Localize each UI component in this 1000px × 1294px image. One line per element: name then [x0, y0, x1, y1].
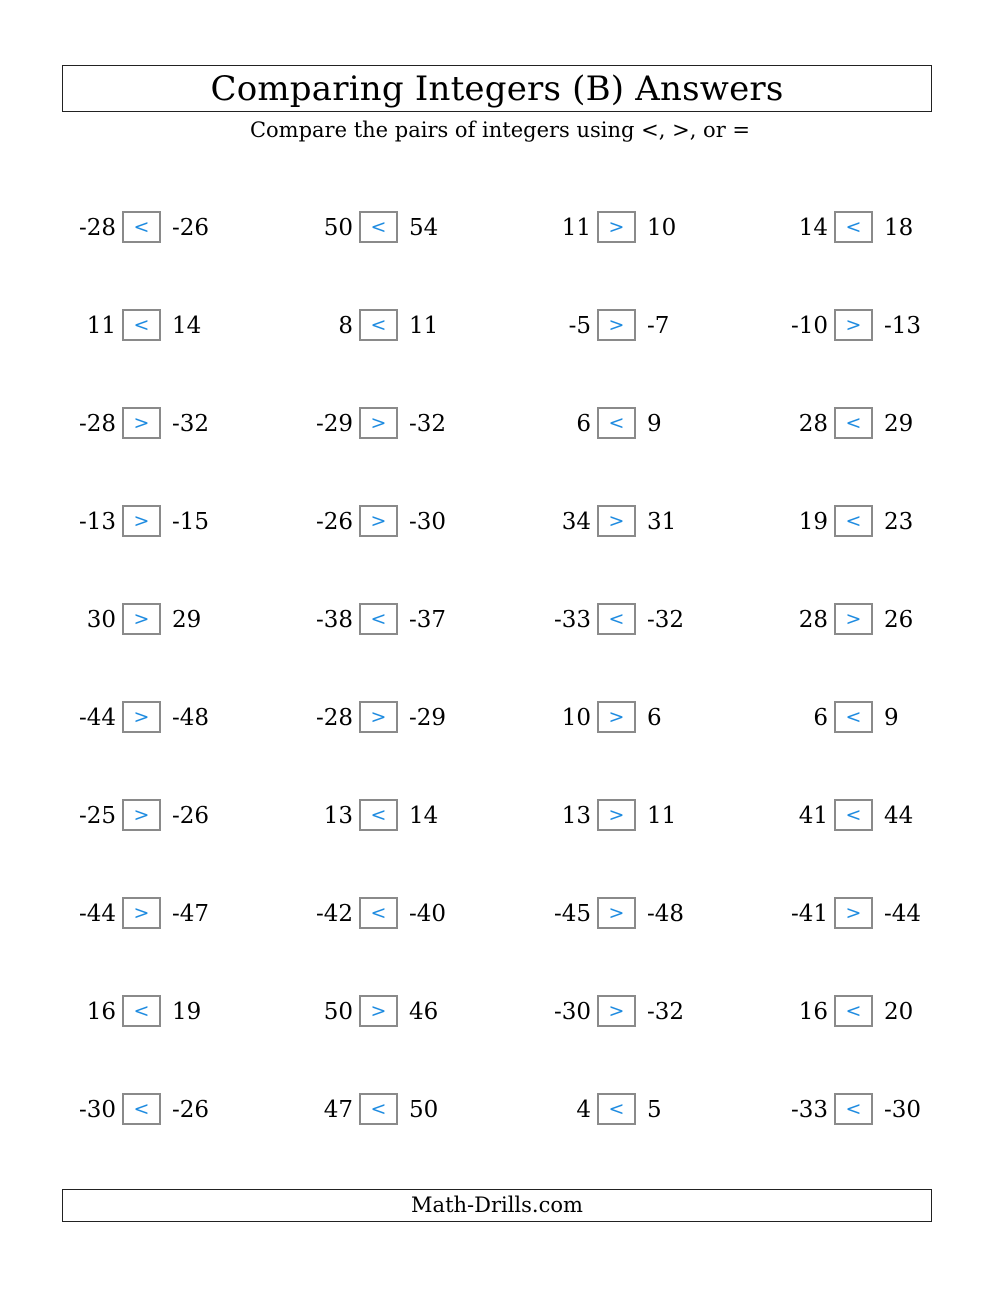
comparison-item: [772, 504, 952, 540]
left-integer: -5: [568, 313, 591, 339]
right-integer: 6: [647, 705, 662, 731]
left-integer: 34: [561, 509, 591, 535]
right-integer: -47: [172, 901, 210, 927]
answer-box: >: [122, 603, 161, 635]
answer-box: >: [122, 897, 161, 929]
left-integer: 13: [561, 803, 591, 829]
right-integer: 11: [409, 313, 439, 339]
answer-box: >: [597, 309, 636, 341]
comparison-item: [535, 210, 715, 246]
left-integer: -44: [78, 901, 116, 927]
comparison-item: [772, 798, 952, 834]
left-integer: 6: [576, 411, 591, 437]
left-integer: -33: [553, 607, 591, 633]
right-integer: -48: [647, 901, 685, 927]
answer-box: <: [834, 1093, 873, 1125]
left-integer: -25: [78, 803, 116, 829]
comparison-item: [772, 700, 952, 736]
left-integer: -41: [790, 901, 828, 927]
left-integer: 28: [798, 411, 828, 437]
right-integer: -30: [884, 1097, 922, 1123]
answer-box: >: [597, 505, 636, 537]
comparison-item: [535, 798, 715, 834]
right-integer: 26: [884, 607, 914, 633]
left-integer: -45: [553, 901, 591, 927]
comparison-item: [60, 504, 240, 540]
footer-box: [62, 1189, 932, 1222]
answer-box: <: [359, 799, 398, 831]
right-integer: 20: [884, 999, 914, 1025]
answer-box: >: [122, 701, 161, 733]
answer-box: >: [359, 407, 398, 439]
comparison-item: [297, 798, 477, 834]
answer-box: >: [834, 309, 873, 341]
answer-box: >: [597, 897, 636, 929]
comparison-item: [772, 406, 952, 442]
comparison-item: [535, 308, 715, 344]
answer-box: >: [597, 211, 636, 243]
left-integer: 16: [798, 999, 828, 1025]
left-integer: 50: [323, 215, 353, 241]
comparison-item: [772, 1092, 952, 1128]
answer-box: <: [122, 309, 161, 341]
right-integer: -32: [172, 411, 210, 437]
left-integer: -28: [78, 411, 116, 437]
answer-box: <: [122, 995, 161, 1027]
right-integer: 31: [647, 509, 677, 535]
answer-box: <: [359, 211, 398, 243]
left-integer: -28: [78, 215, 116, 241]
answer-box: >: [834, 603, 873, 635]
comparison-item: [297, 308, 477, 344]
comparison-item: [60, 210, 240, 246]
right-integer: -32: [647, 607, 685, 633]
right-integer: 29: [884, 411, 914, 437]
left-integer: 4: [576, 1097, 591, 1123]
comparison-item: [60, 406, 240, 442]
answer-box: >: [122, 799, 161, 831]
footer-text: Math-Drills.com: [411, 1193, 583, 1217]
comparison-item: [535, 504, 715, 540]
left-integer: -42: [315, 901, 353, 927]
left-integer: -30: [553, 999, 591, 1025]
left-integer: 11: [86, 313, 116, 339]
right-integer: 19: [172, 999, 202, 1025]
right-integer: 9: [884, 705, 899, 731]
comparison-item: [60, 994, 240, 1030]
left-integer: -28: [315, 705, 353, 731]
answer-box: >: [834, 897, 873, 929]
left-integer: -44: [78, 705, 116, 731]
answer-box: <: [834, 799, 873, 831]
right-integer: 29: [172, 607, 202, 633]
answer-box: <: [122, 211, 161, 243]
answer-box: <: [597, 407, 636, 439]
answer-box: <: [359, 1093, 398, 1125]
comparison-item: [60, 1092, 240, 1128]
comparison-item: [60, 896, 240, 932]
right-integer: -48: [172, 705, 210, 731]
left-integer: 30: [86, 607, 116, 633]
left-integer: 47: [323, 1097, 353, 1123]
answer-box: <: [359, 309, 398, 341]
comparison-item: [297, 700, 477, 736]
right-integer: 23: [884, 509, 914, 535]
comparison-item: [297, 504, 477, 540]
answer-box: >: [597, 799, 636, 831]
comparison-item: [60, 308, 240, 344]
comparison-item: [297, 994, 477, 1030]
comparison-item: [772, 308, 952, 344]
left-integer: 14: [798, 215, 828, 241]
right-integer: 5: [647, 1097, 662, 1123]
left-integer: 50: [323, 999, 353, 1025]
answer-box: >: [359, 505, 398, 537]
right-integer: -26: [172, 215, 210, 241]
left-integer: 8: [338, 313, 353, 339]
left-integer: -38: [315, 607, 353, 633]
comparison-item: [297, 406, 477, 442]
answer-box: >: [597, 701, 636, 733]
left-integer: 13: [323, 803, 353, 829]
comparison-item: [535, 896, 715, 932]
answer-box: >: [359, 701, 398, 733]
right-integer: -26: [172, 803, 210, 829]
comparison-item: [60, 602, 240, 638]
instructions: Compare the pairs of integers using <, >, or =: [249, 118, 751, 142]
right-integer: 54: [409, 215, 439, 241]
right-integer: 18: [884, 215, 914, 241]
answer-box: <: [834, 211, 873, 243]
right-integer: -32: [409, 411, 447, 437]
right-integer: 14: [409, 803, 439, 829]
right-integer: 44: [884, 803, 914, 829]
answer-box: <: [834, 407, 873, 439]
right-integer: -32: [647, 999, 685, 1025]
left-integer: -13: [78, 509, 116, 535]
right-integer: -44: [884, 901, 922, 927]
answer-box: <: [834, 701, 873, 733]
comparison-item: [535, 700, 715, 736]
right-integer: 46: [409, 999, 439, 1025]
left-integer: -26: [315, 509, 353, 535]
comparison-item: [772, 994, 952, 1030]
right-integer: -7: [647, 313, 670, 339]
right-integer: -30: [409, 509, 447, 535]
left-integer: 6: [813, 705, 828, 731]
right-integer: -13: [884, 313, 922, 339]
right-integer: 10: [647, 215, 677, 241]
answer-box: >: [597, 995, 636, 1027]
left-integer: -29: [315, 411, 353, 437]
comparison-item: [60, 700, 240, 736]
page-title: Comparing Integers (B) Answers: [210, 69, 784, 109]
left-integer: 11: [561, 215, 591, 241]
right-integer: 50: [409, 1097, 439, 1123]
comparison-item: [772, 210, 952, 246]
right-integer: 14: [172, 313, 202, 339]
left-integer: 28: [798, 607, 828, 633]
answer-box: <: [597, 603, 636, 635]
left-integer: -30: [78, 1097, 116, 1123]
answer-box: >: [122, 505, 161, 537]
answer-box: <: [359, 603, 398, 635]
left-integer: -33: [790, 1097, 828, 1123]
comparison-item: [772, 896, 952, 932]
answer-box: <: [122, 1093, 161, 1125]
comparison-item: [297, 896, 477, 932]
comparison-item: [297, 1092, 477, 1128]
answer-box: <: [834, 505, 873, 537]
answer-box: <: [597, 1093, 636, 1125]
comparison-item: [772, 602, 952, 638]
right-integer: -29: [409, 705, 447, 731]
left-integer: 16: [86, 999, 116, 1025]
right-integer: -26: [172, 1097, 210, 1123]
right-integer: -40: [409, 901, 447, 927]
answer-box: <: [834, 995, 873, 1027]
comparison-item: [535, 602, 715, 638]
right-integer: 9: [647, 411, 662, 437]
answer-box: >: [359, 995, 398, 1027]
left-integer: 10: [561, 705, 591, 731]
comparison-item: [297, 602, 477, 638]
right-integer: -37: [409, 607, 447, 633]
comparison-item: [535, 994, 715, 1030]
left-integer: 41: [798, 803, 828, 829]
left-integer: 19: [798, 509, 828, 535]
answer-box: <: [359, 897, 398, 929]
comparison-item: [297, 210, 477, 246]
comparison-item: [535, 406, 715, 442]
right-integer: -15: [172, 509, 210, 535]
comparison-item: [60, 798, 240, 834]
left-integer: -10: [790, 313, 828, 339]
comparison-item: [535, 1092, 715, 1128]
answer-box: >: [122, 407, 161, 439]
right-integer: 11: [647, 803, 677, 829]
